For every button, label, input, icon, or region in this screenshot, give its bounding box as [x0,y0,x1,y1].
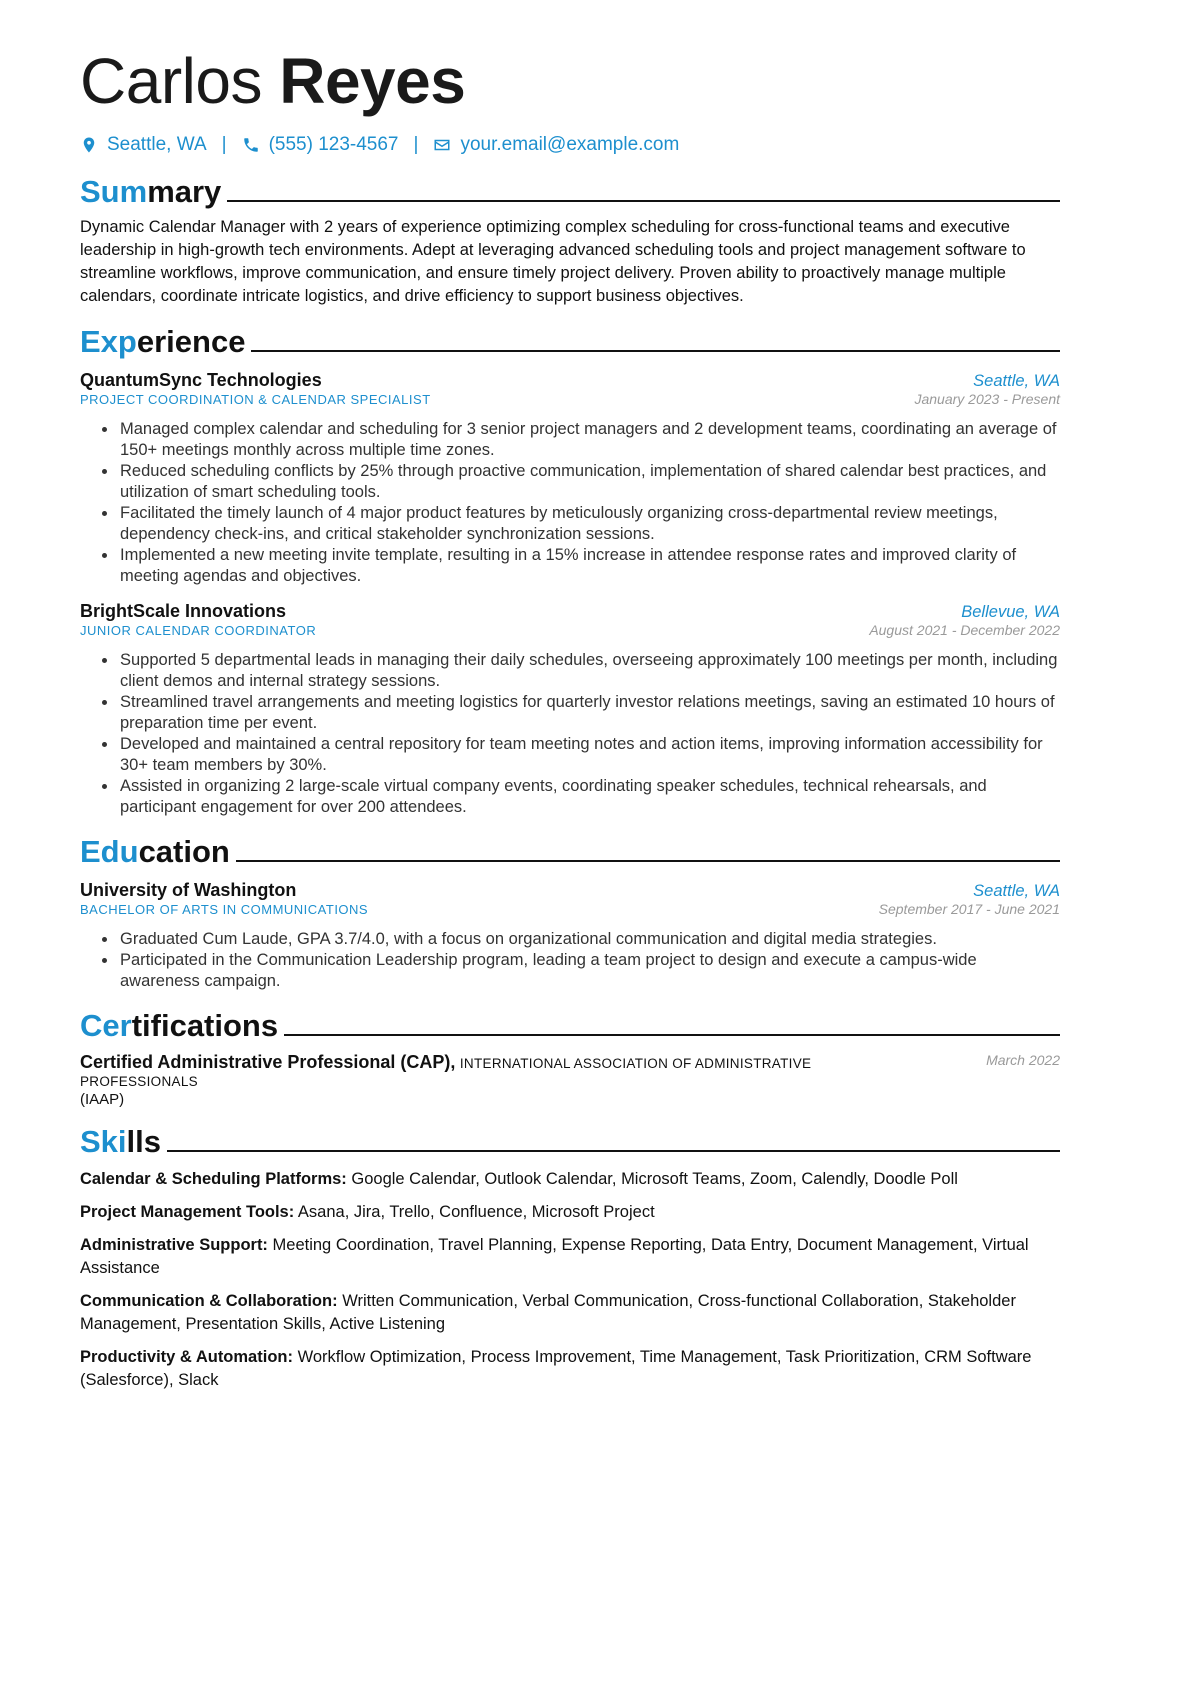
summary-heading [80,174,1060,210]
section-divider [236,860,1060,862]
skills-list [80,1168,1060,1392]
contact-line [80,132,1060,158]
education-entry [80,880,1060,992]
contact-phone[interactable] [242,134,399,156]
degree: BACHELOR OF ARTS IN COMMUNICATIONS [80,902,369,917]
certifications-heading [80,1008,1060,1044]
company-name: QuantumSync Technologies [80,370,322,390]
contact-separator: | [221,134,227,155]
section-title: Experience [80,324,246,359]
section-title: Skills [80,1124,161,1159]
skill-group: Administrative Support: Meeting Coordination, Travel Planning, Expense Reporting, Data Entry, Document Management, Virtual Assistance [80,1236,1029,1277]
list-item: • Implemented a new meeting invite template, resulting in a 15% increase in attendee response rates and improved clarity of meeting agendas and objectives. [118,545,1060,587]
phone-icon [242,136,260,154]
school-name: University of Washington [80,880,297,900]
certification-entry: Certified Administrative Professional (CAP), INTERNATIONAL ASSOCIATION OF ADMINISTRATIVE PROFESSIONALS (IAAP) March 2022 [80,1052,1060,1108]
section-title: Certifications [80,1008,279,1043]
summary-text: Dynamic Calendar Manager with 2 years of experience optimizing complex scheduling for cross-functional teams and executive leadership in high-growth tech environments. Adept at leveraging advanced scheduling tools and project management software to streamline workflows, improve communication, and ensure timely project delivery. Proven ability to proactively manage multiple calendars, coordinate intricate logistics, and drive efficiency to support business objectives. [80,218,1026,305]
section-divider [284,1034,1060,1036]
location-text: Seattle, WA [107,134,207,155]
job-bullets [80,419,1060,587]
contact-email[interactable] [433,134,679,156]
list-item: • Supported 5 departmental leads in managing their daily schedules, overseeing approximately 100 meetings per month, including client demos and internal strategy sessions. [118,650,1060,692]
email-link[interactable]: your.email@example.com [460,134,680,155]
phone-text: (555) 123-4567 [268,134,399,155]
job-location: Bellevue, WA [961,603,1060,621]
skill-group: Productivity & Automation: Workflow Optimization, Process Improvement, Time Management, Task Prioritization, CRM Software (Salesforce), Slack [80,1348,1032,1389]
job-title: PROJECT COORDINATION & CALENDAR SPECIALIST [80,392,431,407]
envelope-icon [433,136,451,154]
skill-group: Communication & Collaboration: Written Communication, Verbal Communication, Cross-functional Collaboration, Stakeholder Management, Presentation Skills, Active Listening [80,1292,1016,1333]
list-item: • Developed and maintained a central repository for team meeting notes and action items, improving information accessibility for 30+ team members by 30%. [118,734,1060,776]
education-heading [80,834,1060,870]
section-divider [251,350,1060,352]
skill-group: Calendar & Scheduling Platforms: Google Calendar, Outlook Calendar, Microsoft Teams, Zoom, Calendly, Doodle Poll [80,1170,958,1188]
contact-location [80,134,207,156]
job-title: JUNIOR CALENDAR COORDINATOR [80,623,317,638]
list-item: • Graduated Cum Laude, GPA 3.7/4.0, with a focus on organizational communication and digital media strategies. [118,929,1060,950]
school-location: Seattle, WA [973,882,1060,900]
last-name: Reyes [279,45,466,117]
job-entry [80,370,1060,587]
certification-org-abbr: (IAAP) [80,1091,125,1108]
list-item: • Managed complex calendar and scheduling for 3 senior project managers and 2 development teams, coordinating an average of 150+ meetings monthly across multiple time zones. [118,419,1060,461]
job-dates: January 2023 - Present [914,391,1060,407]
list-item: • Participated in the Communication Leadership program, leading a team project to design and execute a campus-wide awareness campaign. [118,950,1060,992]
certification-name: Certified Administrative Professional (CAP) [80,1052,451,1072]
certification-org: INTERNATIONAL ASSOCIATION OF ADMINISTRATIVE PROFESSIONALS [80,1056,812,1089]
list-item: • Facilitated the timely launch of 4 major product features by meticulously organizing cross-departmental review meetings, dependency check-ins, and critical stakeholder synchronization sessions. [118,503,1060,545]
first-name: Carlos [80,45,262,117]
list-item: • Reduced scheduling conflicts by 25% through proactive communication, implementation of shared calendar best practices, and utilization of smart scheduling tools. [118,461,1060,503]
experience-heading [80,324,1060,360]
list-item: • Assisted in organizing 2 large-scale virtual company events, coordinating speaker schedules, technical rehearsals, and participant engagement for over 200 attendees. [118,776,1060,818]
list-item: • Streamlined travel arrangements and meeting logistics for quarterly investor relations meetings, saving an estimated 10 hours of preparation time per event. [118,692,1060,734]
skill-group: Project Management Tools: Asana, Jira, Trello, Confluence, Microsoft Project [80,1203,655,1221]
education-dates: September 2017 - June 2021 [878,901,1060,917]
company-name: BrightScale Innovations [80,601,287,621]
candidate-name [80,0,1060,120]
job-bullets [80,650,1060,818]
education-bullets [80,929,1060,992]
job-entry [80,601,1060,818]
job-location: Seattle, WA [973,372,1060,390]
section-title: Education [80,834,230,869]
section-divider [167,1150,1060,1152]
map-pin-icon [80,136,98,154]
skills-heading [80,1124,1060,1160]
certification-date: March 2022 [986,1052,1060,1068]
job-dates: August 2021 - December 2022 [869,622,1060,638]
section-divider [227,200,1060,202]
contact-separator: | [413,134,419,155]
section-title: Summary [80,174,222,209]
